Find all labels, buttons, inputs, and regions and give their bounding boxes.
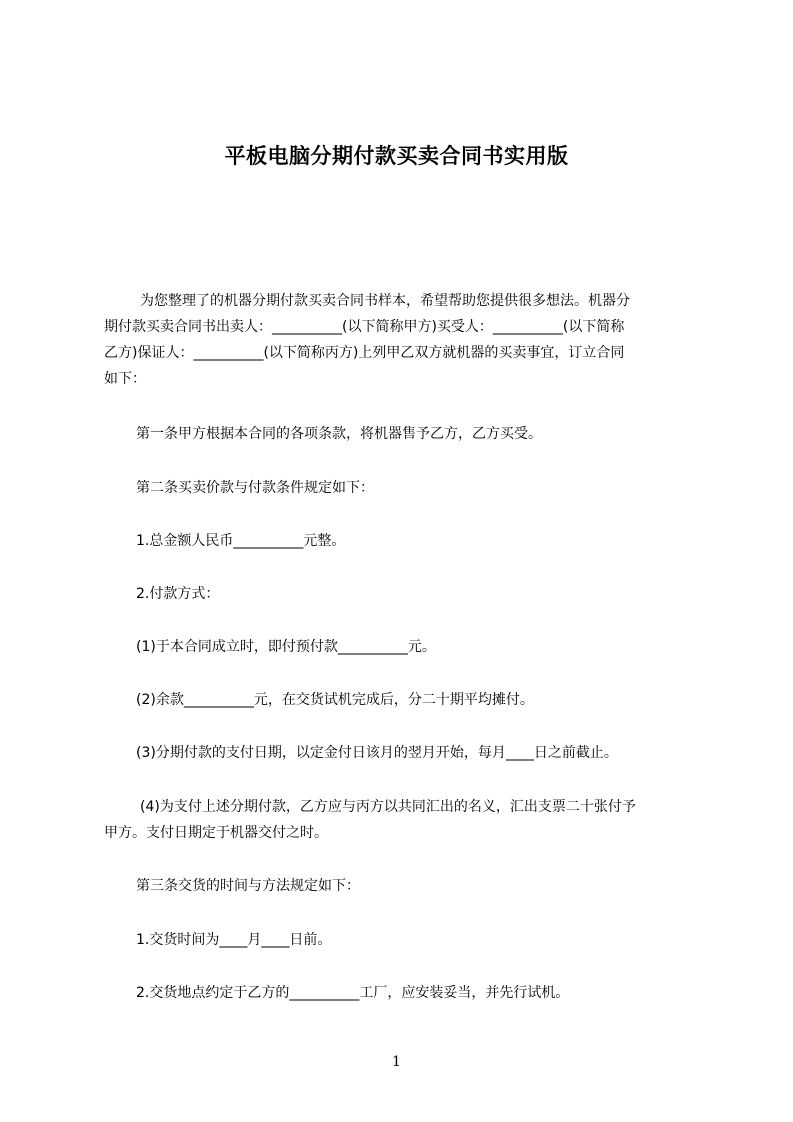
article-2-item-2: 2.付款方式：: [136, 586, 220, 602]
page-number: 1: [392, 1054, 401, 1070]
intro-line: 为您整理了的机器分期付款买卖合同书样本，希望帮助您提供很多想法。机器分: [140, 293, 630, 309]
article-3-heading: 第三条交货的时间与方法规定如下：: [136, 878, 360, 894]
article-2-heading: 第二条买卖价款与付款条件规定如下：: [136, 480, 374, 496]
intro-paragraph: [104, 288, 700, 392]
intro-line: 期付款买卖合同书出卖人：__________(以下简称甲方)买受人：__________(以下简称: [104, 319, 625, 335]
article-2-item-1: 1.总金额人民币__________元整。: [136, 533, 346, 549]
article-3-item-1: 1.交货时间为____月____日前。: [136, 932, 332, 948]
article-2-subitem-3: (3)分期付款的支付日期，以定金付日该月的翌月开始，每月____日之前截止。: [136, 745, 618, 761]
intro-line: 如下：: [104, 371, 146, 387]
article-2-subitem-4: [104, 794, 710, 846]
article-3-item-2: 2.交货地点约定于乙方的__________工厂，应安装妥当，并先行试机。: [136, 985, 570, 1001]
document-title: 平板电脑分期付款买卖合同书实用版: [224, 144, 569, 168]
article-1: 第一条甲方根据本合同的各项条款，将机器售予乙方，乙方买受。: [136, 426, 542, 442]
article-2-subitem-1: (1)于本合同成立时，即付预付款__________元。: [136, 639, 436, 655]
article-2-subitem-2: (2)余款__________元，在交货试机完成后，分二十期平均摊付。: [136, 692, 534, 708]
subitem-4-line: (4)为支付上述分期付款，乙方应与丙方以共同汇出的名义，汇出支票二十张付予: [140, 799, 636, 815]
intro-line: 乙方)保证人：__________(以下简称丙方)上列甲乙双方就机器的买卖事宜，订立合同: [104, 345, 625, 361]
subitem-4-line: 甲方。支付日期定于机器交付之时。: [104, 825, 328, 841]
